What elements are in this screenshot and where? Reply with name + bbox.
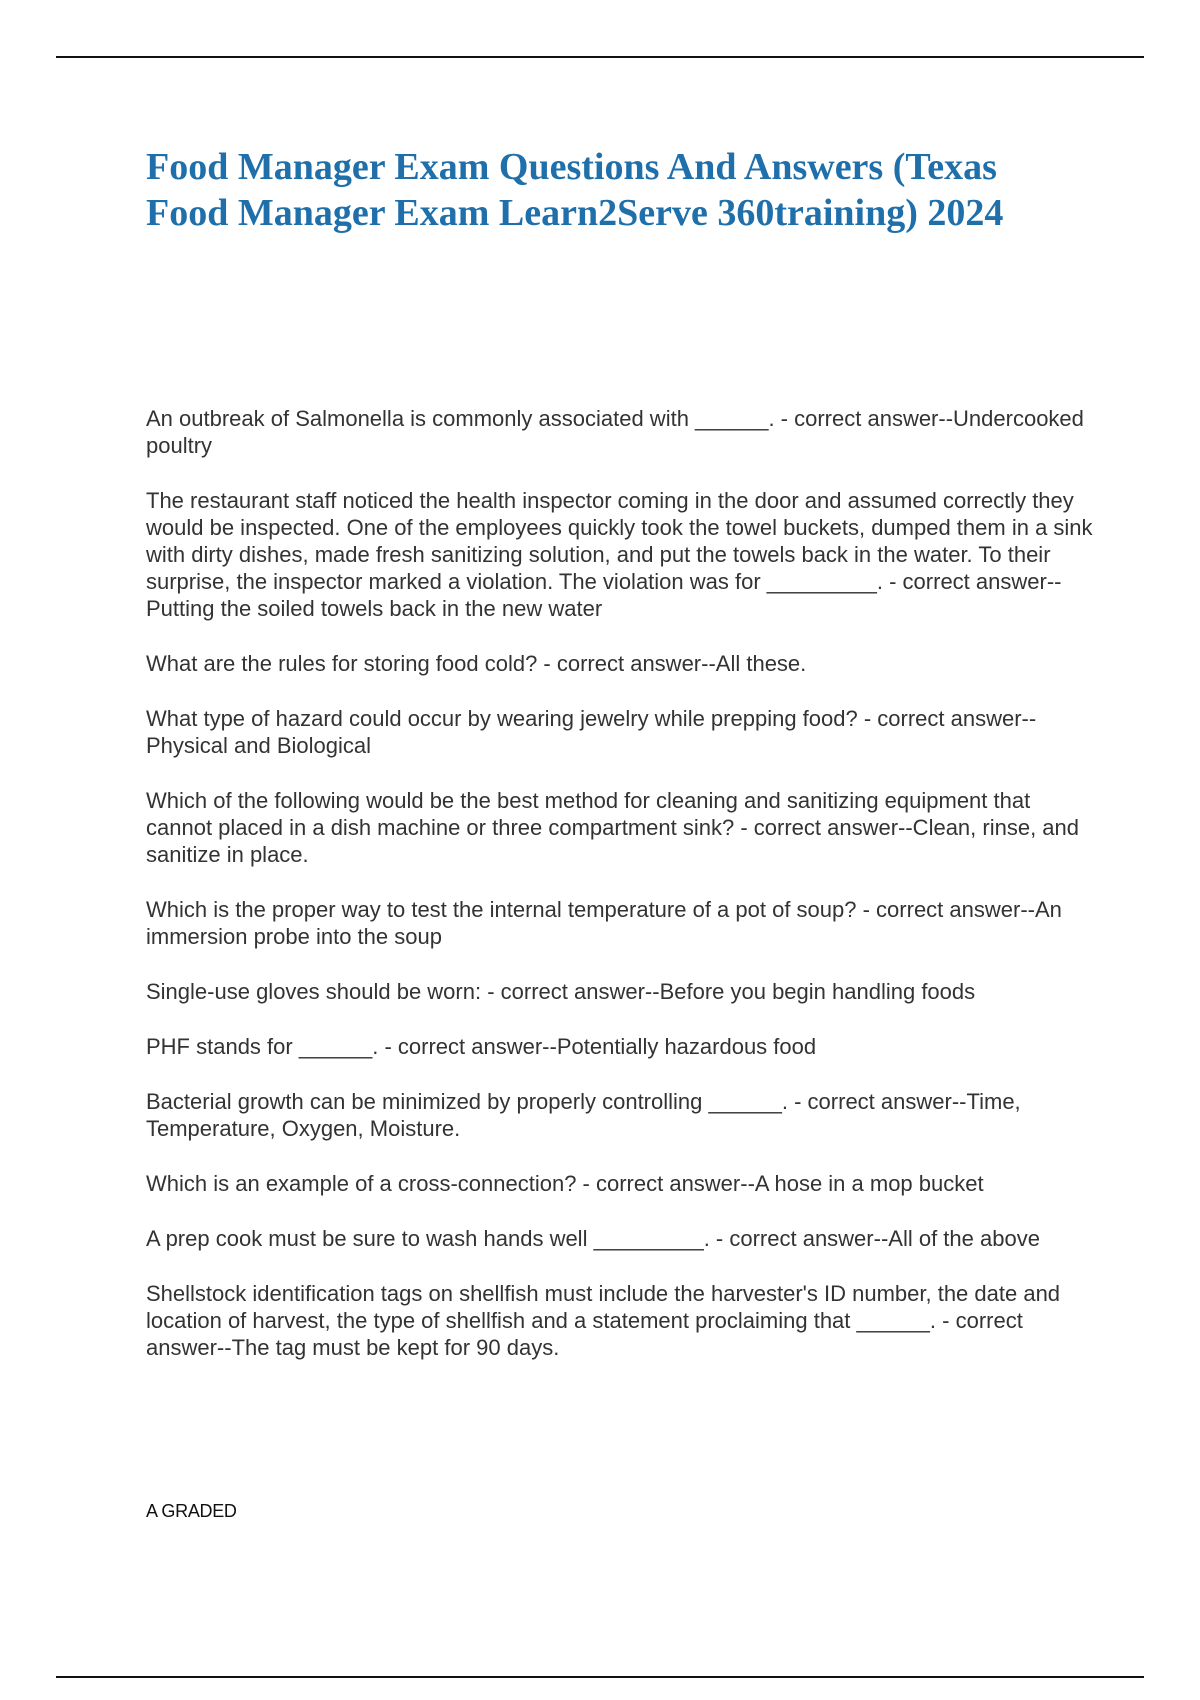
qa-item bbox=[146, 705, 1096, 759]
qa-text: PHF stands for ______. - correct answer--Potentially hazardous food bbox=[146, 1034, 817, 1059]
qa-item bbox=[146, 978, 1096, 1005]
qa-text: Single-use gloves should be worn: - correct answer--Before you begin handling foods bbox=[146, 979, 976, 1004]
qa-item bbox=[146, 1225, 1096, 1252]
qa-text: What are the rules for storing food cold? - correct answer--All these. bbox=[146, 651, 807, 676]
qa-text: An outbreak of Salmonella is commonly associated with ______. - correct answer--Undercooked poultry bbox=[146, 406, 1084, 458]
qa-text: Shellstock identification tags on shellfish must include the harvester's ID number, the date and location of harvest, the type of shellfish and a statement proclaiming that ______. - correct answer--The tag must be kept for 90 days. bbox=[146, 1281, 1061, 1360]
qa-item bbox=[146, 787, 1096, 868]
qa-item bbox=[146, 487, 1096, 622]
qa-item bbox=[146, 1170, 1096, 1197]
document-title: Food Manager Exam Questions And Answers (Texas Food Manager Exam Learn2Serve 360training) 2024 bbox=[146, 146, 1004, 234]
qa-text: A prep cook must be sure to wash hands well _________. - correct answer--All of the above bbox=[146, 1226, 1040, 1251]
qa-text: What type of hazard could occur by wearing jewelry while prepping food? - correct answer--Physical and Biological bbox=[146, 706, 1037, 758]
qa-text: Which is an example of a cross-connection? - correct answer--A hose in a mop bucket bbox=[146, 1171, 984, 1196]
bottom-divider bbox=[56, 1676, 1144, 1678]
qa-item bbox=[146, 1033, 1096, 1060]
qa-list bbox=[146, 405, 1096, 1389]
top-divider bbox=[56, 56, 1144, 58]
qa-item bbox=[146, 1280, 1096, 1361]
qa-item bbox=[146, 405, 1096, 459]
grade-label: A GRADED bbox=[146, 1501, 237, 1521]
qa-text: The restaurant staff noticed the health inspector coming in the door and assumed correctly they would be inspected. One of the employees quickly took the towel buckets, dumped them in a sink with dirty dishes, made fresh sanitizing solution, and put the towels back in the water. To their surprise, the inspector marked a violation. The violation was for _________. - correct answer--Putting the soiled towels back in the new water bbox=[146, 488, 1093, 621]
qa-text: Bacterial growth can be minimized by properly controlling ______. - correct answer--Time, Temperature, Oxygen, Moisture. bbox=[146, 1089, 1021, 1141]
qa-text: Which of the following would be the best method for cleaning and sanitizing equipment that cannot placed in a dish machine or three compartment sink? - correct answer--Clean, rinse, and sanitize in place. bbox=[146, 788, 1080, 867]
qa-item bbox=[146, 1088, 1096, 1142]
qa-item bbox=[146, 896, 1096, 950]
qa-text: Which is the proper way to test the internal temperature of a pot of soup? - correct answer--An immersion probe into the soup bbox=[146, 897, 1062, 949]
qa-item bbox=[146, 650, 1096, 677]
